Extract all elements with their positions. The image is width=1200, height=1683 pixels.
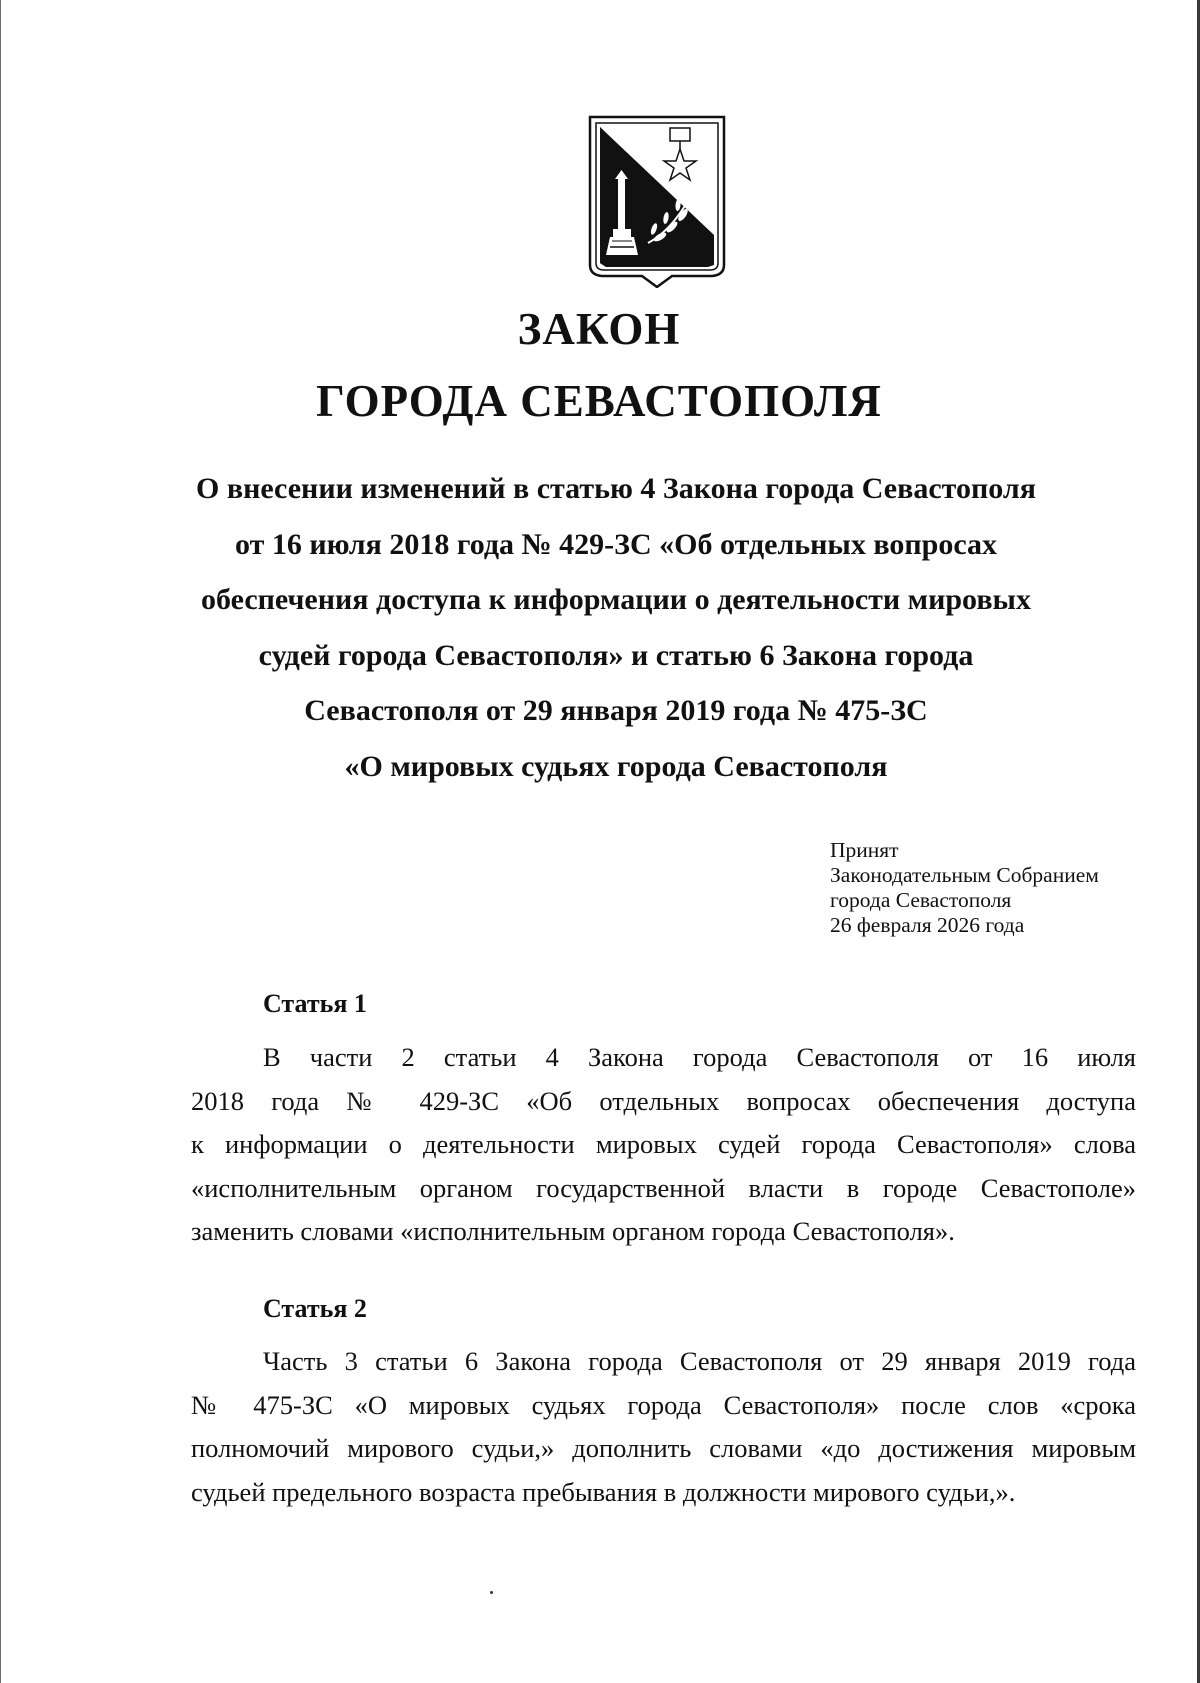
scan-speck — [490, 1591, 493, 1594]
sevastopol-coat-of-arms-icon — [588, 115, 726, 288]
article-line: 2018 года № 429-ЗС «Об отдельных вопросах обеспечения доступа — [191, 1085, 1136, 1116]
adoption-note-line: Законодательным Собранием — [830, 863, 1099, 887]
law-subject-title — [151, 461, 1081, 794]
adoption-note-line: города Севастополя — [830, 888, 1012, 912]
article-2-heading: Статья 2 — [263, 1294, 367, 1323]
law-subject-line: О внесении изменений в статью 4 Закона города Севастополя — [196, 472, 1036, 505]
adoption-date: 26 февраля 2026 года — [830, 913, 1025, 937]
document-type-title: ЗАКОН — [517, 304, 681, 354]
article-line: к информации о деятельности мировых судей города Севастополя» слова — [191, 1129, 1136, 1159]
law-subject-line: обеспечения доступа к информации о деятельности мировых — [201, 583, 1031, 616]
article-line: заменить словами «исполнительным органом города Севастополя». — [191, 1216, 955, 1246]
article-line: полномочий мирового судьи,» дополнить словами «до достижения мировым — [191, 1433, 1136, 1463]
article-1-body — [191, 1036, 1136, 1254]
article-line: «исполнительным органом государственной власти в городе Севастополе» — [191, 1172, 1136, 1203]
article-line: Часть 3 статьи 6 Закона города Севастополя от 29 января 2019 года — [263, 1346, 1136, 1376]
article-line: № 475-ЗС «О мировых судьях города Севастополя» после слов «срока — [191, 1389, 1136, 1420]
law-subject-line: судей города Севастополя» и статью 6 Закона города — [258, 638, 974, 672]
article-2-body — [191, 1340, 1136, 1514]
article-1-heading: Статья 1 — [263, 989, 367, 1018]
law-subject-line: Севастополя от 29 января 2019 года № 475-ЗС — [304, 694, 928, 727]
issuing-city-title: ГОРОДА СЕВАСТОПОЛЯ — [316, 376, 882, 426]
law-subject-line: от 16 июля 2018 года № 429-ЗС «Об отдельных вопросах — [234, 527, 997, 561]
adoption-note-line: Принят — [830, 838, 899, 862]
article-line: судьей предельного возраста пребывания в должности мирового судьи,». — [191, 1476, 1016, 1507]
adoption-note — [830, 838, 1099, 938]
law-subject-line: «О мировых судьях города Севастополя — [344, 749, 888, 783]
article-line: В части 2 статьи 4 Закона города Севастополя от 16 июля — [263, 1042, 1136, 1072]
